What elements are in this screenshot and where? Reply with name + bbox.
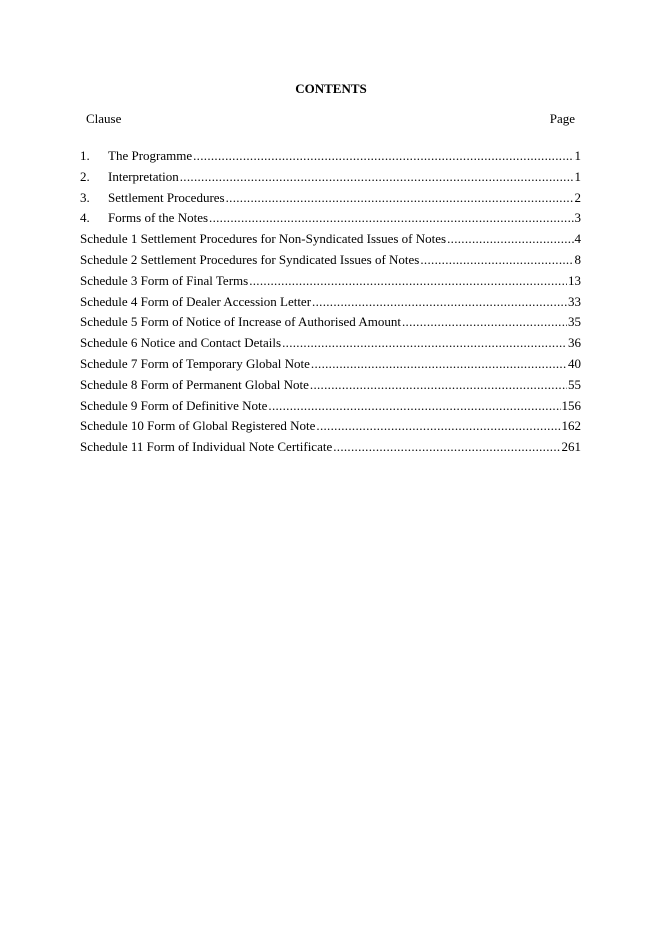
toc-entry-page-number: 1 (574, 168, 581, 184)
toc-entry-title: The Programme (108, 148, 193, 163)
toc-entry[interactable] (80, 252, 581, 273)
dot-leader (226, 190, 574, 206)
toc-entry-title: Schedule 7 Form of Temporary Global Note (80, 355, 310, 371)
toc-entry[interactable] (80, 190, 581, 211)
toc-entry-title: Schedule 5 Form of Notice of Increase of Authorised Amount (80, 314, 401, 330)
toc-entry[interactable] (80, 335, 581, 356)
dot-leader (180, 169, 574, 185)
toc-entry-page-number: 13 (568, 272, 581, 288)
toc-entry-title: Schedule 2 Settlement Procedures for Syndicated Issues of Notes (80, 251, 420, 267)
toc-entry-page-number: 40 (568, 355, 581, 371)
toc-entry[interactable] (80, 418, 581, 439)
page-title: CONTENTS (295, 81, 367, 96)
toc-entry[interactable] (80, 231, 581, 252)
toc-entry-page-number: 3 (574, 210, 581, 226)
dot-leader (268, 398, 560, 414)
dot-leader (311, 356, 567, 372)
dot-leader (312, 294, 567, 310)
toc-entry[interactable] (80, 294, 581, 315)
toc-entry[interactable] (80, 377, 581, 398)
toc-entry-page-number: 33 (568, 293, 581, 309)
toc-entry-title: Interpretation (108, 168, 179, 184)
toc-entry[interactable] (80, 439, 581, 460)
toc-entry-number: 4. (80, 210, 90, 226)
toc-entry-title: Schedule 9 Form of Definitive Note (80, 397, 268, 413)
dot-leader (282, 335, 567, 351)
toc-entry-title: Schedule 4 Form of Dealer Accession Letter (80, 293, 312, 309)
toc-entry-page-number: 55 (568, 376, 581, 392)
toc-entry-title: Settlement Procedures (108, 189, 225, 205)
toc-entry-page-number: 162 (561, 418, 581, 434)
toc-entry[interactable] (80, 273, 581, 294)
toc-entry-title: Schedule 10 Form of Global Registered Note (80, 418, 316, 434)
toc-entry-page-number: 156 (561, 397, 581, 413)
dot-leader (193, 148, 573, 164)
toc-entry-page-number: 1 (574, 148, 581, 163)
toc-entry-title: Schedule 11 Form of Individual Note Certificate (80, 439, 333, 455)
page-column-header: Page (549, 111, 575, 126)
toc-entry[interactable] (80, 210, 581, 231)
toc-entry-title: Schedule 3 Form of Final Terms (80, 272, 249, 288)
dot-leader (333, 439, 560, 455)
toc-entry[interactable] (80, 148, 581, 169)
toc-entry[interactable] (80, 398, 581, 419)
toc-entry-page-number: 36 (568, 335, 581, 351)
dot-leader (402, 314, 567, 330)
toc-entry-title: Schedule 1 Settlement Procedures for Non-Syndicated Issues of Notes (80, 231, 447, 247)
toc-entry-page-number: 4 (574, 231, 581, 247)
toc-entry-page-number: 8 (574, 251, 581, 267)
toc-entry[interactable] (80, 314, 581, 335)
toc-entry-number: 1. (80, 148, 90, 163)
dot-leader (316, 418, 560, 434)
clause-column-header: Clause (86, 111, 122, 126)
dot-leader (209, 210, 573, 226)
dot-leader (447, 231, 573, 247)
dot-leader (420, 252, 573, 268)
dot-leader (310, 377, 567, 393)
toc-entry-number: 3. (80, 189, 90, 205)
table-of-contents (80, 148, 581, 460)
toc-entry-title: Forms of the Notes (108, 210, 209, 226)
toc-entry-title: Schedule 8 Form of Permanent Global Note (80, 376, 309, 392)
toc-entry[interactable] (80, 169, 581, 190)
toc-entry-page-number: 35 (568, 314, 581, 330)
toc-entry-page-number: 261 (561, 439, 581, 455)
toc-entry-title: Schedule 6 Notice and Contact Details (80, 335, 282, 351)
toc-entry[interactable] (80, 356, 581, 377)
toc-entry-number: 2. (80, 168, 90, 184)
toc-entry-page-number: 2 (574, 189, 581, 205)
dot-leader (249, 273, 567, 289)
